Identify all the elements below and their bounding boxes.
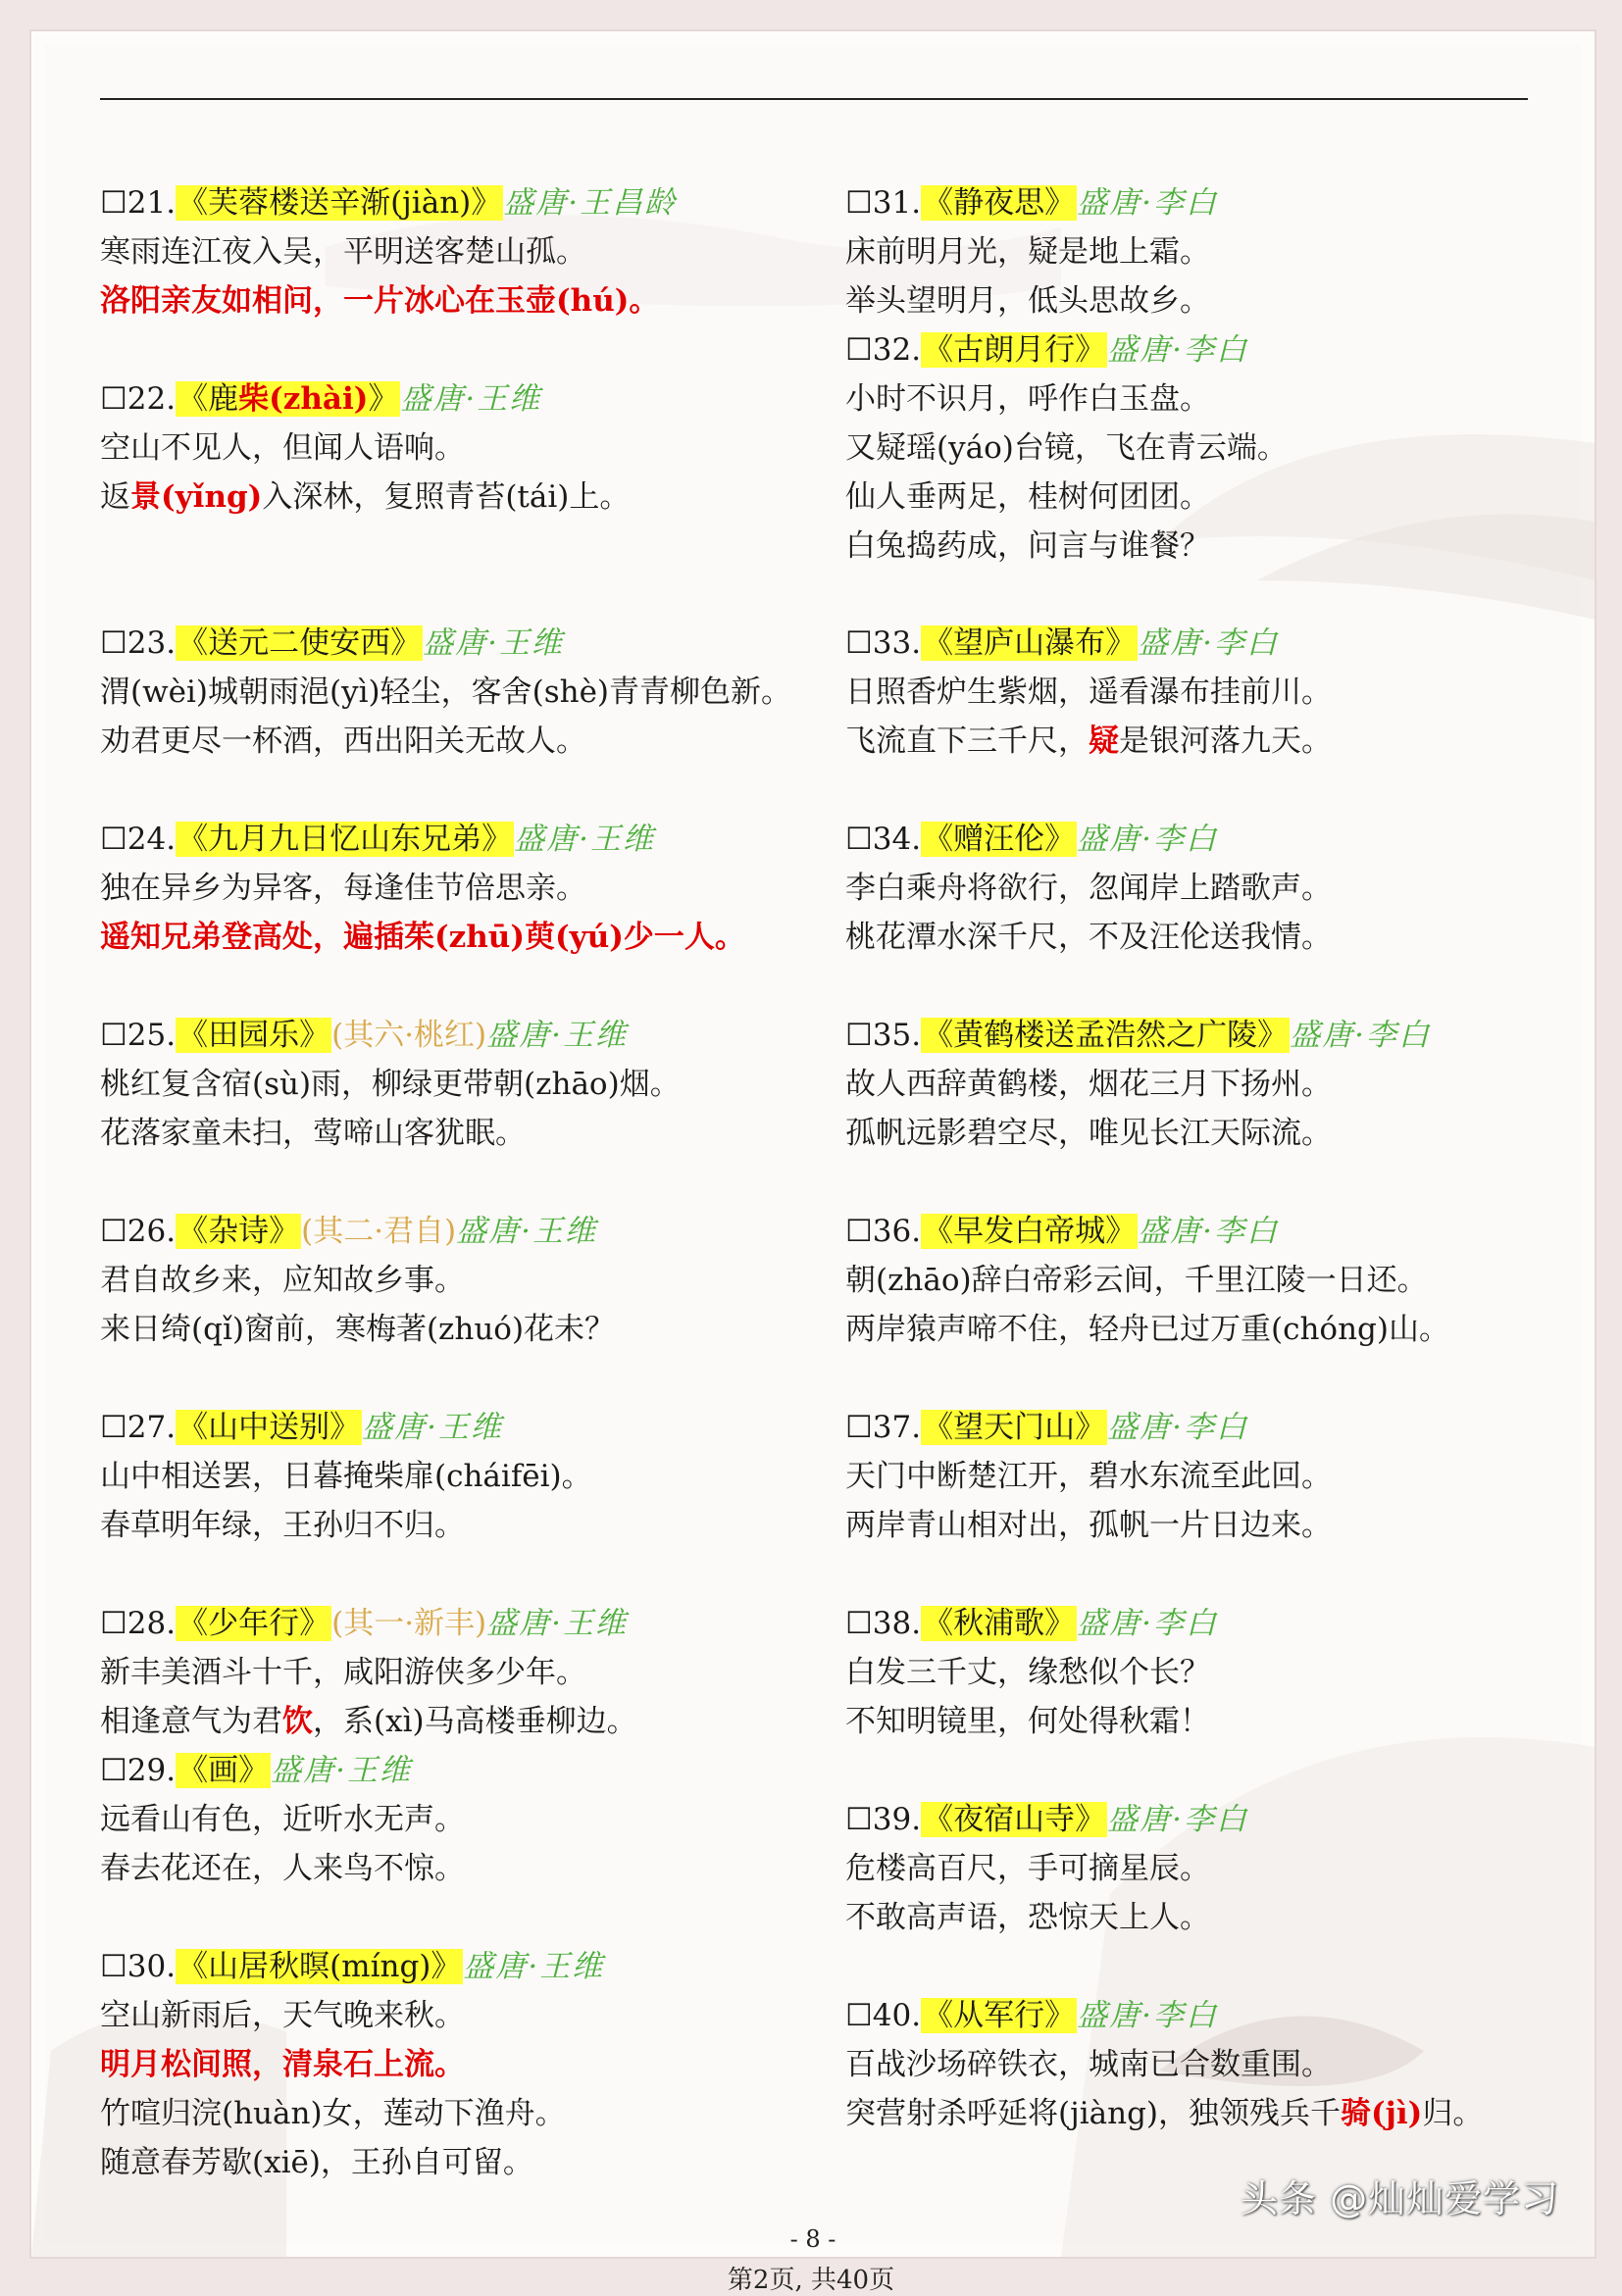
poem-line: 危楼高百尺，手可摘星辰。: [845, 1851, 1210, 1886]
line-part: ，系(xì)马高楼垂柳边。: [313, 1704, 637, 1739]
poem-entry: [845, 1599, 1551, 1746]
poem-line: 举头望明月，低头思故乡。: [845, 283, 1210, 319]
checkbox-number: ☐30.: [100, 1949, 177, 1984]
title-part: 《鹿: [177, 381, 239, 417]
poem-line: 空山新雨后，天气晚来秋。: [100, 1998, 465, 2033]
poem-heading: [100, 1599, 806, 1648]
poem-heading: [845, 325, 1551, 374]
poem-entry: [100, 1746, 806, 1893]
poem-line: 又疑瑶(yáo)台镜，飞在青云端。: [845, 430, 1288, 466]
poem-line: 花落家童未扫，莺啼山客犹眠。: [100, 1116, 526, 1151]
title-part: 》: [368, 381, 399, 417]
poem-heading: [100, 815, 806, 864]
checkbox-number: ☐28.: [100, 1606, 177, 1641]
poem-entry: [100, 815, 806, 962]
poem-line: 两岸青山相对出，孤帆一片日边来。: [845, 1508, 1332, 1543]
poem-author: 盛唐·王维: [463, 1949, 605, 1984]
poem-line: 百战沙场碎铁衣，城南已合数重围。: [845, 2047, 1332, 2082]
checkbox-number: ☐24.: [100, 822, 177, 857]
poem-heading: [100, 1207, 806, 1256]
poem-entry: [845, 619, 1551, 766]
poem-title: 《田园乐》: [177, 1018, 330, 1053]
poem-title: 《杂诗》: [177, 1214, 300, 1249]
checkbox-number: ☐40.: [845, 1998, 922, 2033]
poem-author: 盛唐·王维: [271, 1753, 412, 1788]
line-part: 突营射杀呼延将(jiàng)，独领残兵千: [845, 2096, 1342, 2131]
poem-line: 劝君更尽一杯酒，西出阳关无故人。: [100, 724, 586, 759]
poem-title: 《赠汪伦》: [923, 822, 1076, 857]
highlighted-word: 景(yǐng): [130, 479, 263, 515]
line-part: 返: [100, 479, 130, 515]
poem-heading: [845, 619, 1551, 668]
poem-line: 远看山有色，近听水无声。: [100, 1802, 465, 1837]
poem-line: 李白乘舟将欲行，忽闻岸上踏歌声。: [845, 871, 1332, 906]
poem-title: 《山居秋暝(míng)》: [177, 1949, 462, 1984]
poem-line: 故人西辞黄鹤楼，烟花三月下扬州。: [845, 1067, 1332, 1102]
poem-line: 来日绮(qǐ)窗前，寒梅著(zhuó)花未？: [100, 1312, 616, 1347]
checkbox-number: ☐23.: [100, 625, 177, 661]
poem-line: 不知明镜里，何处得秋霜！: [845, 1704, 1210, 1739]
page-number: - 8 -: [789, 2225, 836, 2253]
poem-author: 盛唐·李白: [1290, 1018, 1431, 1053]
poem-author: 盛唐·李白: [1138, 625, 1279, 661]
poem-line: 日照香炉生紫烟，遥看瀑布挂前川。: [845, 674, 1332, 710]
poem-line: 春草明年绿，王孙归不归。: [100, 1508, 465, 1543]
header-rule: [100, 98, 1528, 100]
line-part: 飞流直下三千尺，: [845, 724, 1089, 759]
poem-author: 盛唐·王维: [486, 1018, 628, 1053]
poem-entry: [100, 619, 806, 766]
poem-line: 朝(zhāo)辞白帝彩云间，千里江陵一日还。: [845, 1263, 1428, 1298]
poem-heading: [845, 178, 1551, 227]
poem-author: 盛唐·李白: [1107, 1410, 1248, 1445]
poem-title: 《画》: [177, 1753, 270, 1788]
poem-author: 盛唐·李白: [1077, 185, 1218, 221]
poem-title: 《少年行》: [177, 1606, 330, 1641]
checkbox-number: ☐31.: [845, 185, 922, 221]
checkbox-number: ☐29.: [100, 1753, 177, 1788]
checkbox-number: ☐37.: [845, 1410, 922, 1445]
checkbox-number: ☐39.: [845, 1802, 922, 1837]
highlighted-word: 骑(jì): [1341, 2096, 1423, 2131]
poem-line: 君自故乡来，应知故乡事。: [100, 1263, 465, 1298]
poem-title: 《望庐山瀑布》: [923, 625, 1137, 661]
poem-author: 盛唐·王维: [456, 1214, 597, 1249]
poem-line: 白兔捣药成，问言与谁餐？: [845, 528, 1210, 564]
poem-heading: [845, 1991, 1551, 2040]
checkbox-number: ☐32.: [845, 332, 922, 368]
poem-line: 桃花潭水深千尺，不及汪伦送我情。: [845, 920, 1332, 955]
poem-author: 盛唐·王昌龄: [503, 185, 678, 221]
poem-entry: [845, 325, 1551, 571]
poem-heading: [845, 1011, 1551, 1060]
checkbox-number: ☐25.: [100, 1018, 177, 1053]
checkbox-number: ☐38.: [845, 1606, 922, 1641]
poem-author: 盛唐·王维: [362, 1410, 503, 1445]
highlighted-word: 疑: [1089, 724, 1119, 759]
poem-line: 桃红复含宿(sù)雨，柳绿更带朝(zhāo)烟。: [100, 1067, 681, 1102]
poem-title: 《山中送别》: [177, 1410, 361, 1445]
poem-title: 《夜宿山寺》: [923, 1802, 1106, 1837]
poem-entry: [845, 1403, 1551, 1550]
poem-entry: [100, 1942, 806, 2187]
poem-line: 小时不识月，呼作白玉盘。: [845, 381, 1210, 417]
line-part: 是银河落九天。: [1119, 724, 1332, 759]
poem-title: 《芙蓉楼送辛渐(jiàn)》: [177, 185, 502, 221]
poem-line: 孤帆远影碧空尽，唯见长江天际流。: [845, 1116, 1332, 1151]
poem-line: 山中相送罢，日暮掩柴扉(cháifēi)。: [100, 1459, 592, 1494]
poem-author: 盛唐·李白: [1077, 1606, 1218, 1641]
poem-author: 盛唐·李白: [1077, 822, 1218, 857]
checkbox-number: ☐26.: [100, 1214, 177, 1249]
poem-title: 《望天门山》: [923, 1410, 1106, 1445]
poem-author: 盛唐·王维: [423, 625, 564, 661]
poem-heading: [100, 178, 806, 227]
poem-line: 寒雨连江夜入吴，平明送客楚山孤。: [100, 234, 586, 270]
poem-entry: [100, 1403, 806, 1550]
poem-title: 《早发白帝城》: [923, 1214, 1137, 1249]
poem-heading: [100, 1746, 806, 1795]
poem-line: [845, 717, 1551, 766]
checkbox-number: ☐27.: [100, 1410, 177, 1445]
poem-line: [100, 1697, 806, 1746]
poem-line: 空山不见人，但闻人语响。: [100, 430, 465, 466]
poem-line: 春去花还在，人来鸟不惊。: [100, 1851, 465, 1886]
poem-line: 床前明月光，疑是地上霜。: [845, 234, 1210, 270]
poem-heading: [100, 374, 806, 424]
poem-entry: [100, 1207, 806, 1354]
poem-heading: [100, 1403, 806, 1452]
poem-line-highlighted: 明月松间照，清泉石上流。: [100, 2047, 465, 2082]
title-highlight: 柴(zhài): [238, 381, 369, 417]
checkbox-number: ☐22.: [100, 381, 177, 417]
poem-title: 《送元二使安西》: [177, 625, 422, 661]
poem-line: 两岸猿声啼不住，轻舟已过万重(chóng)山。: [845, 1312, 1449, 1347]
poem-entry: [845, 1207, 1551, 1354]
highlighted-word: 饮: [282, 1704, 313, 1739]
poem-title: 《从军行》: [923, 1998, 1076, 2033]
poem-subtitle: (其六·桃红): [331, 1018, 487, 1053]
poem-entry: [845, 1795, 1551, 1942]
poem-heading: [845, 1599, 1551, 1648]
poem-entry: [845, 1011, 1551, 1158]
line-part: 入深林，复照青苔(tái)上。: [262, 479, 631, 515]
poem-line: 新丰美酒斗十千，咸阳游侠多少年。: [100, 1655, 586, 1690]
poem-title: 《古朗月行》: [923, 332, 1106, 368]
watermark: 头条 @灿灿爱学习: [1241, 2177, 1560, 2221]
poem-line: 不敢高声语，恐惊天上人。: [845, 1900, 1210, 1935]
poem-author: 盛唐·王维: [514, 822, 655, 857]
poem-entry: [845, 815, 1551, 962]
poem-author: 盛唐·李白: [1138, 1214, 1279, 1249]
poem-title: 《秋浦歌》: [923, 1606, 1076, 1641]
poem-entry: [845, 1991, 1551, 2138]
poem-author: 盛唐·李白: [1107, 1802, 1248, 1837]
poem-entry: [100, 1011, 806, 1158]
checkbox-number: ☐34.: [845, 822, 922, 857]
poem-line: 白发三千丈，缘愁似个长？: [845, 1655, 1210, 1690]
checkbox-number: ☐35.: [845, 1018, 922, 1053]
poem-entry: [100, 178, 806, 325]
poem-heading: [100, 619, 806, 668]
poem-heading: [845, 815, 1551, 864]
poem-heading: [100, 1942, 806, 1991]
poem-heading: [845, 1795, 1551, 1844]
poem-author: 盛唐·王维: [486, 1606, 628, 1641]
poem-subtitle: (其二·君自): [301, 1214, 457, 1249]
poem-author: 盛唐·李白: [1077, 1998, 1218, 2033]
line-part: 归。: [1422, 2096, 1484, 2131]
poem-line: [845, 2089, 1551, 2138]
poem-title: 《黄鹤楼送孟浩然之广陵》: [923, 1018, 1289, 1053]
poem-line: 天门中断楚江开，碧水东流至此回。: [845, 1459, 1332, 1494]
poem-line: 随意春芳歇(xiē)，王孙自可留。: [100, 2145, 533, 2180]
document-page: [29, 29, 1597, 2259]
poem-line: 竹喧归浣(huàn)女，莲动下渔舟。: [100, 2096, 566, 2131]
page-footer: 第2页, 共40页: [727, 2266, 895, 2295]
poem-entry: [100, 374, 806, 522]
checkbox-number: ☐33.: [845, 625, 922, 661]
poem-heading: [845, 1207, 1551, 1256]
poem-heading: [100, 1011, 806, 1060]
poem-line: 独在异乡为异客，每逢佳节倍思亲。: [100, 871, 586, 906]
poem-entry: [100, 1599, 806, 1746]
poem-line-highlighted: 洛阳亲友如相问，一片冰心在玉壶(hú)。: [100, 283, 660, 319]
poem-title: [176, 381, 400, 417]
checkbox-number: ☐21.: [100, 185, 177, 221]
poem-line: [100, 473, 806, 522]
poem-title: 《九月九日忆山东兄弟》: [177, 822, 513, 857]
poem-author: 盛唐·王维: [400, 381, 542, 417]
poem-subtitle: (其一·新丰): [331, 1606, 487, 1641]
poem-heading: [845, 1403, 1551, 1452]
poem-line-highlighted: 遥知兄弟登高处，遍插茱(zhū)萸(yú)少一人。: [100, 920, 745, 955]
poem-entry: [845, 178, 1551, 325]
poem-line: 渭(wèi)城朝雨浥(yì)轻尘，客舍(shè)青青柳色新。: [100, 674, 792, 710]
poem-author: 盛唐·李白: [1107, 332, 1248, 368]
poem-line: 仙人垂两足，桂树何团团。: [845, 479, 1210, 515]
line-part: 相逢意气为君: [100, 1704, 282, 1739]
checkbox-number: ☐36.: [845, 1214, 922, 1249]
poem-title: 《静夜思》: [923, 185, 1076, 221]
